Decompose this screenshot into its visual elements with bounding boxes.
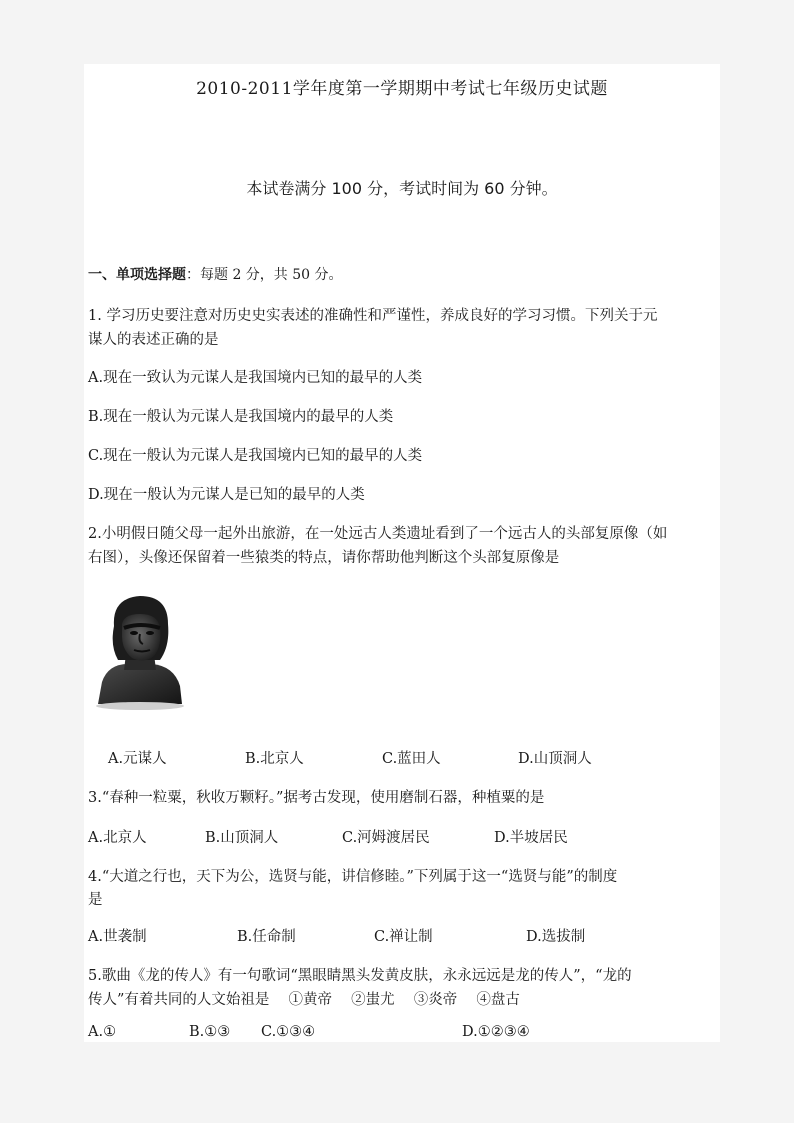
section-note: ：每题 2 分，共 50 分。	[186, 267, 343, 283]
question-5-option-a: A.①	[88, 1024, 117, 1040]
question-4-line-1: 4.“大道之行也，天下为公，选贤与能，讲信修睦。”下列属于这一“选贤与能”的制度	[88, 869, 618, 885]
question-1-option-b: B.现在一般认为元谋人是我国境内的最早的人类	[88, 409, 394, 425]
question-1-line-2: 谋人的表述正确的是	[88, 332, 219, 348]
question-5-option-c: C.①③④	[261, 1024, 316, 1040]
question-3-option-c: C.河姆渡居民	[342, 830, 430, 846]
question-2-line-1: 2.小明假日随父母一起外出旅游，在一处远古人类遗址看到了一个远古人的头部复原像（如	[88, 526, 668, 542]
question-3-option-d: D.半坡居民	[494, 830, 568, 846]
question-4-option-d: D.选拔制	[526, 929, 586, 945]
question-3-line-1: 3.“春种一粒粟，秋收万颗籽。”据考古发现，使用磨制石器，种植粟的是	[88, 790, 545, 806]
question-2-option-b: B.北京人	[245, 751, 304, 767]
section-heading	[88, 264, 343, 284]
question-1-option-c: C.现在一般认为元谋人是我国境内已知的最早的人类	[88, 448, 423, 464]
question-2-option-a: A.元谋人	[108, 751, 167, 767]
question-1-option-a: A.现在一致认为元谋人是我国境内已知的最早的人类	[88, 370, 423, 386]
exam-instructions: 本试卷满分 100 分，考试时间为 60 分钟。	[246, 179, 558, 198]
question-5-line-2: 传人”有着共同的人文始祖是 ①黄帝 ②蚩尤 ③炎帝 ④盘古	[88, 992, 520, 1008]
question-5-option-d: D.①②③④	[462, 1024, 530, 1040]
question-1-line-1: 1. 学习历史要注意对历史史实表述的准确性和严谨性，养成良好的学习习惯。下列关于元	[88, 308, 658, 324]
question-3-option-a: A.北京人	[88, 830, 147, 846]
question-4-option-c: C.禅让制	[374, 929, 433, 945]
page-title: 2010-2011学年度第一学期期中考试七年级历史试题	[196, 79, 608, 99]
question-2-option-c: C.蓝田人	[382, 751, 441, 767]
question-5-line-1: 5.歌曲《龙的传人》有一句歌词“黑眼睛黑头发黄皮肤，永永远远是龙的传人”，“龙的	[88, 968, 632, 984]
question-1-option-d: D.现在一般认为元谋人是已知的最早的人类	[88, 487, 365, 503]
question-3-option-b: B.山顶洞人	[205, 830, 279, 846]
question-5-option-b: B.①③	[189, 1024, 231, 1040]
question-4-line-2: 是	[88, 892, 103, 908]
section-title: 一、单项选择题	[88, 267, 186, 283]
question-4-option-a: A.世袭制	[88, 929, 147, 945]
exam-paper	[84, 64, 720, 1042]
question-4-option-b: B.任命制	[237, 929, 296, 945]
question-2-line-2: 右图），头像还保留着一些猿类的特点，请你帮助他判断这个头部复原像是	[88, 550, 560, 566]
ancient-human-bust-icon	[88, 590, 186, 714]
question-2-option-d: D.山顶洞人	[518, 751, 592, 767]
